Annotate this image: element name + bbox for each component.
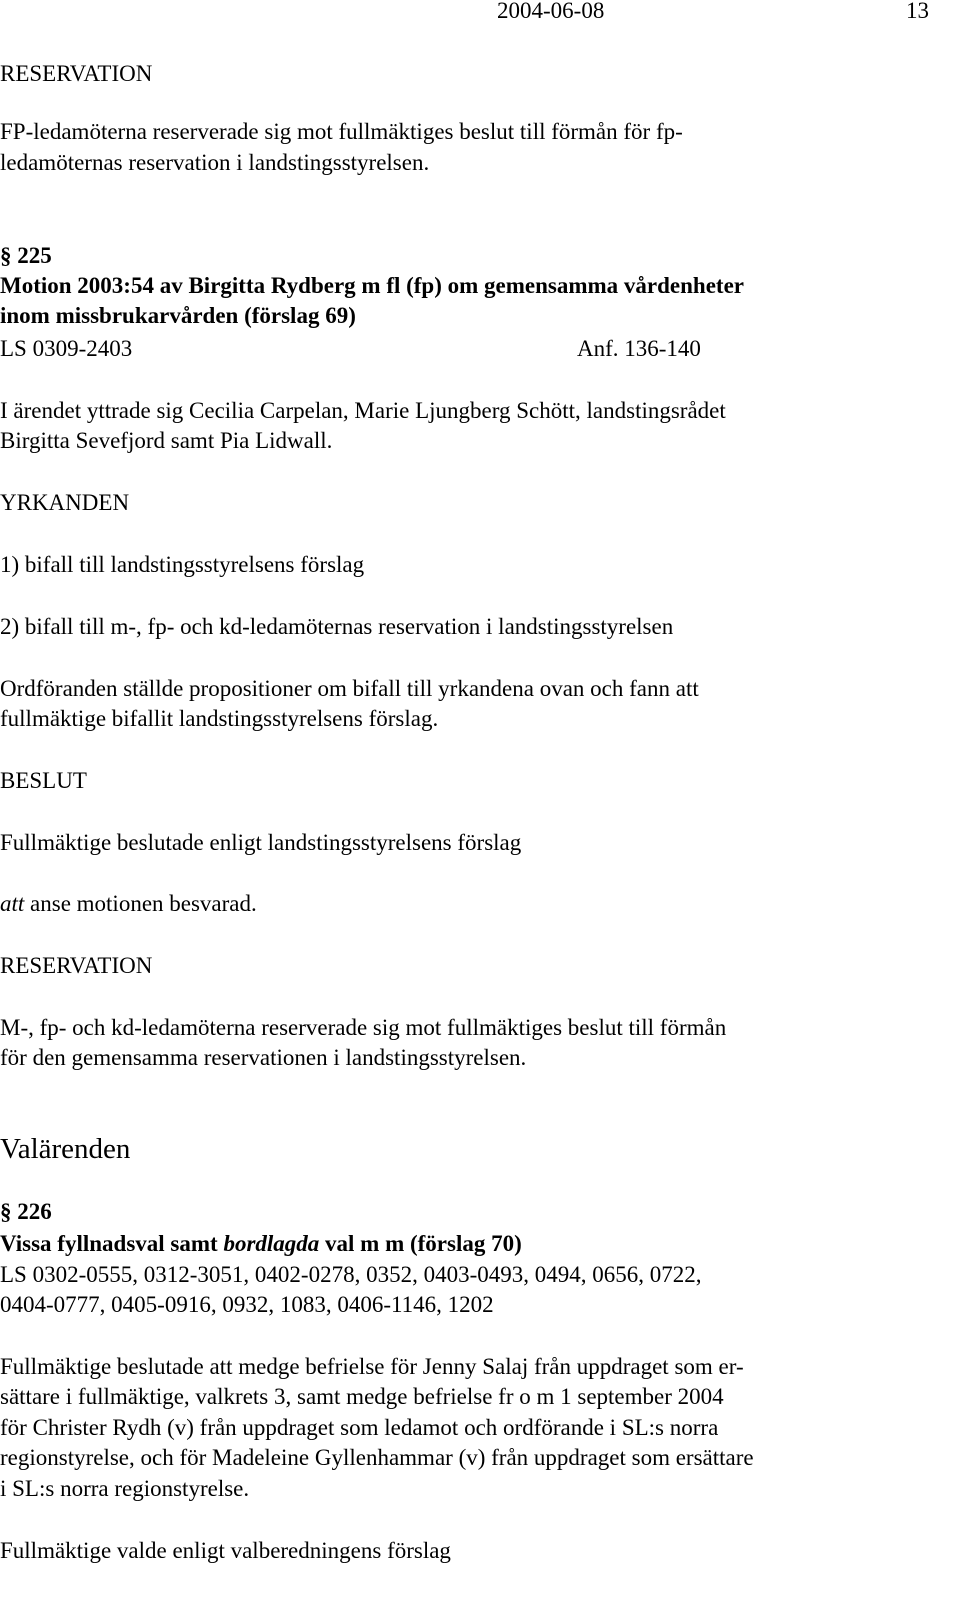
speakers-line: Birgitta Sevefjord samt Pia Lidwall. bbox=[0, 428, 333, 453]
beslut-heading: BESLUT bbox=[0, 768, 87, 793]
att-clause bbox=[0, 889, 257, 919]
yrkande-item: 2) bifall till m-, fp- och kd-ledamöternas reservation i landstingsstyrelsen bbox=[0, 614, 674, 639]
item-title-line: inom missbrukarvården (förslag 69) bbox=[0, 303, 356, 328]
anf-reference: Anf. 136-140 bbox=[577, 336, 701, 361]
speakers-line: I ärendet yttrade sig Cecilia Carpelan, Marie Ljungberg Schött, landstingsrådet bbox=[0, 398, 726, 423]
item-reference-row bbox=[0, 334, 960, 364]
item-title-part: val m m (förslag 70) bbox=[319, 1231, 522, 1256]
reservation-heading: RESERVATION bbox=[0, 953, 153, 978]
reservation-heading: RESERVATION bbox=[0, 61, 153, 86]
item-title-italic: bordlagda bbox=[223, 1231, 320, 1256]
decision-line: för Christer Rydh (v) från uppdraget som ledamot och ordförande i SL:s norra bbox=[0, 1415, 719, 1440]
reservation-text-line: M-, fp- och kd-ledamöterna reserverade sig mot fullmäktiges beslut till förmån bbox=[0, 1015, 727, 1040]
att-word: att bbox=[0, 891, 25, 916]
yrkanden-heading: YRKANDEN bbox=[0, 490, 130, 515]
ls-reference-line: LS 0302-0555, 0312-3051, 0402-0278, 0352, 0403-0493, 0494, 0656, 0722, bbox=[0, 1262, 702, 1287]
section-heading: Valärenden bbox=[0, 1133, 131, 1165]
reservation-text-line: för den gemensamma reservationen i landstingsstyrelsen. bbox=[0, 1045, 527, 1070]
ls-reference-line: 0404-0777, 0405-0916, 0932, 1083, 0406-1146, 1202 bbox=[0, 1292, 494, 1317]
item-number: § 225 bbox=[0, 243, 52, 268]
att-rest: anse motionen besvarad. bbox=[24, 891, 257, 916]
proposition-line: fullmäktige bifallit landstingsstyrelsens förslag. bbox=[0, 706, 439, 731]
beslut-text: Fullmäktige beslutade enligt landstingsstyrelsens förslag bbox=[0, 830, 522, 855]
item-title bbox=[0, 1229, 522, 1259]
document-date: 2004-06-08 bbox=[497, 0, 605, 23]
proposition-line: Ordföranden ställde propositioner om bifall till yrkandena ovan och fann att bbox=[0, 676, 699, 701]
reservation-text-line: ledamöternas reservation i landstingsstyrelsen. bbox=[0, 150, 430, 175]
decision-line: i SL:s norra regionstyrelse. bbox=[0, 1476, 250, 1501]
item-title-part: Vissa fyllnadsval samt bbox=[0, 1231, 224, 1256]
decision-line: sättare i fullmäktige, valkrets 3, samt medge befrielse fr o m 1 september 2004 bbox=[0, 1384, 724, 1409]
item-title-line: Motion 2003:54 av Birgitta Rydberg m fl (fp) om gemensamma vårdenheter bbox=[0, 273, 745, 298]
decision-line: Fullmäktige beslutade att medge befrielse för Jenny Salaj från uppdraget som er- bbox=[0, 1354, 744, 1379]
final-decision-line: Fullmäktige valde enligt valberedningens förslag bbox=[0, 1538, 451, 1563]
item-number: § 226 bbox=[0, 1199, 52, 1224]
decision-line: regionstyrelse, och för Madeleine Gyllenhammar (v) från uppdraget som ersättare bbox=[0, 1445, 754, 1470]
page-number: 13 bbox=[906, 0, 929, 23]
reservation-text-line: FP-ledamöterna reserverade sig mot fullmäktiges beslut till förmån för fp- bbox=[0, 119, 683, 144]
yrkande-item: 1) bifall till landstingsstyrelsens förslag bbox=[0, 552, 365, 577]
ls-reference: LS 0309-2403 bbox=[0, 336, 133, 361]
